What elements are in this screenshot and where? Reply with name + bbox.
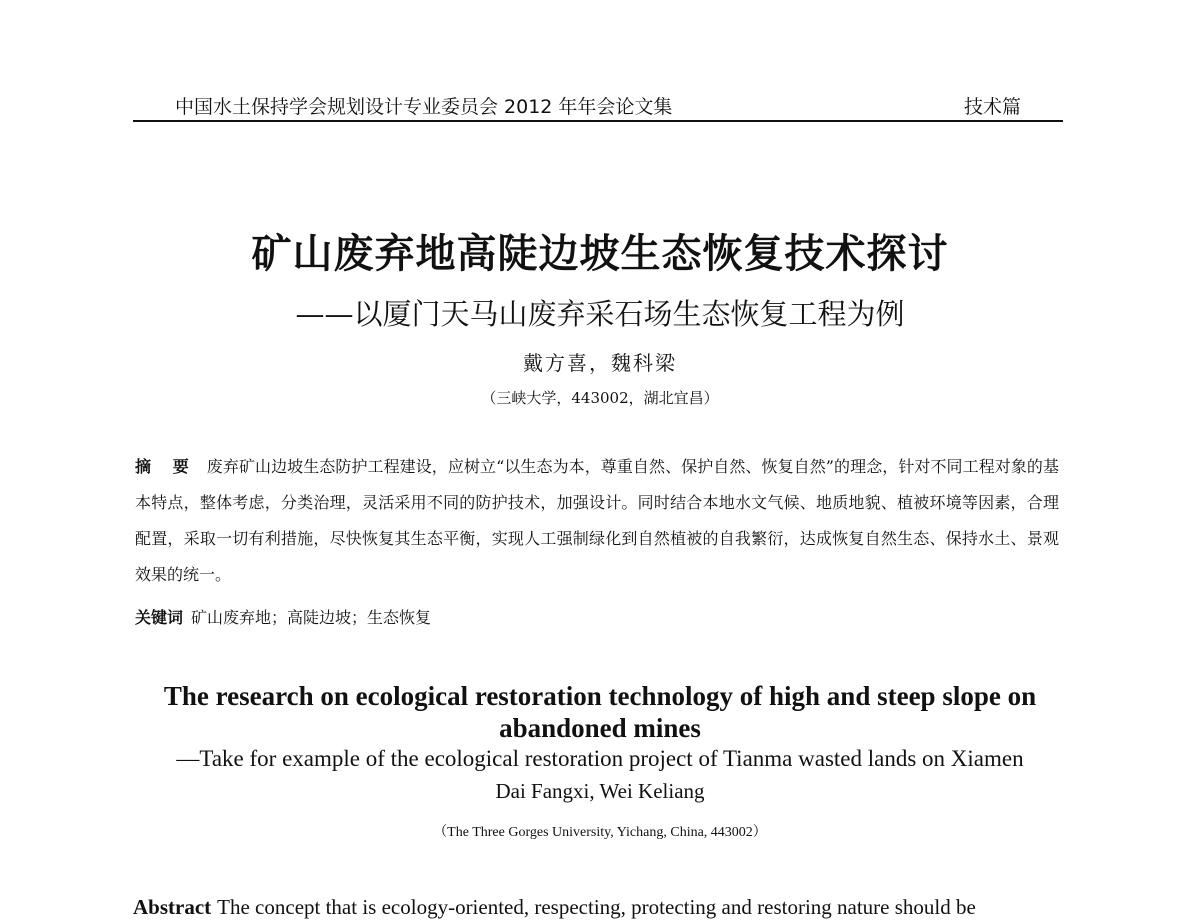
keywords-cn (135, 605, 1059, 628)
section-label: 技术篇 (963, 96, 1021, 118)
abstract-label-en: Abstract (133, 895, 212, 919)
paper-subtitle-en: —Take for example of the ecological restoration project of Tianma wasted lands on Xiamen (176, 746, 1024, 771)
proceedings-title: 中国水土保持学会规划设计专业委员会 2012 年年会论文集 (175, 96, 673, 118)
abstract-text-en: The concept that is ecology-oriented, respecting, protecting and restoring nature should be (217, 895, 976, 919)
paper-subtitle-cn: ——以厦门天马山废弃采石场生态恢复工程为例 (295, 297, 905, 331)
abstract-label-cn: 摘 要 (135, 457, 197, 476)
running-header (133, 88, 1063, 122)
keywords-text-cn: 矿山废弃地；高陡边坡；生态恢复 (191, 608, 432, 627)
paper-title-en: The research on ecological restoration technology of high and steep slope on abandoned mines (163, 681, 1037, 743)
keywords-label-cn: 关键词 (135, 608, 184, 627)
affiliation-cn: （三峡大学，443002，湖北宜昌） (481, 389, 719, 407)
authors-en: Dai Fangxi, Wei Keliang (495, 779, 705, 803)
authors-cn: 戴方喜，魏科梁 (523, 351, 677, 375)
affiliation-en: （The Three Gorges University, Yichang, China, 443002） (433, 825, 767, 840)
abstract-en (133, 893, 1061, 921)
paper-title-cn: 矿山废弃地高陡边坡生态恢复技术探讨 (251, 231, 949, 277)
abstract-cn (135, 449, 1059, 593)
abstract-text-cn: 废弃矿山边坡生态防护工程建设，应树立“以生态为本，尊重自然、保护自然、恢复自然”的理念，针对不同工程对象的基本特点，整体考虑，分类治理，灵活采用不同的防护技术，加强设计。同时结合本地水文气候、地质地貌、植被环境等因素，合理配置，采取一切有利措施，尽快恢复其生态平衡，实现人工强制绿化到自然植被的自我繁衍，达成恢复自然生态、保持水土、景观效果的统一。 (135, 457, 1059, 584)
